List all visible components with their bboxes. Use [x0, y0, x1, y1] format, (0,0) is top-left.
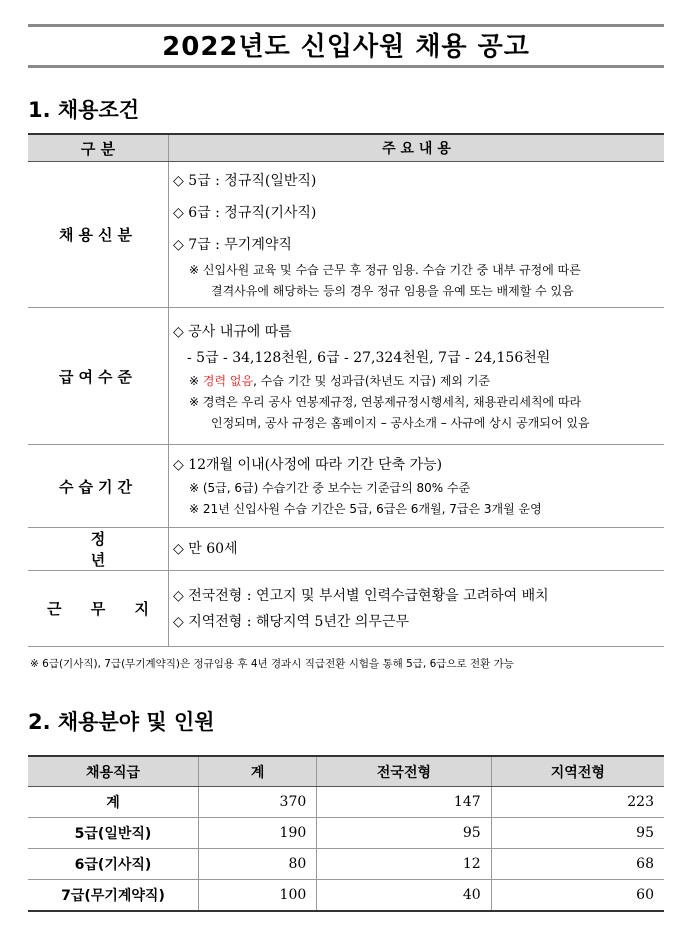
diamond-bullet-icon: ◇	[173, 587, 184, 604]
section2-heading: 2. 채용분야 및 인원	[28, 710, 215, 734]
salary-item: 공사 내규에 따름	[188, 323, 292, 340]
page-title: 2022년도 신입사원 채용 공고	[162, 32, 530, 62]
salary-note1	[173, 371, 660, 392]
table-row	[28, 787, 664, 818]
no-experience-highlight: 경력 없음	[202, 373, 254, 388]
probation-note2: ※ 21년 신입사원 수습 기간은 5급, 6급은 6개월, 7급은 3개월 운영	[189, 502, 542, 516]
footnote: ※ 6급(기사직), 7급(무기계약직)은 정규임용 후 4년 경과시 직급전환 시험을 통해 5급, 6급으로 전환 가능	[30, 658, 514, 670]
total-cell: 100	[199, 880, 317, 912]
row-label-workplace: 근 무 지	[28, 571, 169, 647]
conditions-table	[28, 133, 664, 647]
national-cell: 12	[317, 849, 491, 880]
status-item-1: 5급 : 정규직(일반직)	[188, 172, 317, 189]
row-label-status: 채용신분	[28, 162, 169, 308]
salary-note1-rest: , 수습 기간 및 성과급(차년도 지급) 제외 기준	[253, 373, 491, 388]
regional-cell: 68	[491, 849, 664, 880]
row-content-probation	[169, 445, 665, 528]
grade-cell: 6급(기사직)	[28, 849, 199, 880]
grade-cell: 5급(일반직)	[28, 818, 199, 849]
title-bottom-rule	[28, 65, 664, 68]
diamond-bullet-icon: ◇	[173, 323, 184, 340]
national-cell: 95	[317, 818, 491, 849]
status-note-line1: ※ 신입사원 교육 및 수습 근무 후 정규 임용. 수습 기간 중 내부 규정에 따른	[189, 262, 581, 277]
note-mark: ※	[189, 373, 203, 388]
row-label-retirement: 정 년	[28, 528, 169, 571]
row-label-probation: 수습기간	[28, 445, 169, 528]
grade-cell: 계	[28, 787, 199, 818]
table-row-workplace	[28, 571, 664, 647]
status-item-2: 6급 : 정규직(기사직)	[188, 204, 317, 221]
regional-cell: 95	[491, 818, 664, 849]
national-cell: 147	[317, 787, 491, 818]
retirement-item: 만 60세	[188, 541, 238, 557]
section1-heading: 1. 채용조건	[28, 98, 140, 122]
table-row-probation	[28, 445, 664, 528]
header-grade: 채용직급	[28, 756, 199, 787]
status-item-3: 7급 : 무기계약직	[188, 236, 292, 253]
workplace-item-2: 지역전형 : 해당지역 5년간 의무근무	[188, 613, 409, 630]
header-national: 전국전형	[317, 756, 491, 787]
grade-cell: 7급(무기계약직)	[28, 880, 199, 912]
table-row-retirement	[28, 528, 664, 571]
col-category-header: 구 분	[28, 134, 169, 162]
status-note-line2: 결격사유에 해당하는 등의 경우 정규 임용을 유예 또는 배제할 수 있음	[211, 283, 574, 298]
table-row	[28, 849, 664, 880]
row-label-salary: 급여수준	[28, 308, 169, 445]
title-banner	[28, 24, 664, 68]
row-content-salary	[169, 308, 665, 445]
total-cell: 80	[199, 849, 317, 880]
total-cell: 370	[199, 787, 317, 818]
salary-detail: - 5급 - 34,128천원, 6급 - 27,324천원, 7급 - 24,156천원	[187, 349, 551, 366]
regional-cell: 60	[491, 880, 664, 912]
diamond-bullet-icon: ◇	[173, 457, 184, 473]
diamond-bullet-icon: ◇	[173, 541, 184, 557]
diamond-bullet-icon: ◇	[173, 613, 184, 630]
regional-cell: 223	[491, 787, 664, 818]
table-row	[28, 880, 664, 912]
salary-note2-line1: ※ 경력은 우리 공사 연봉제규정, 연봉제규정시행세칙, 채용관리세칙에 따라	[189, 394, 582, 409]
diamond-bullet-icon: ◇	[173, 172, 184, 189]
row-content-workplace	[169, 571, 665, 647]
national-cell: 40	[317, 880, 491, 912]
salary-note2-line2: 인정되며, 공사 규정은 홈페이지 – 공사소개 – 사규에 상시 공개되어 있음	[211, 415, 590, 430]
row-content-retirement	[169, 528, 665, 571]
header-total: 계	[199, 756, 317, 787]
probation-item: 12개월 이내(사정에 따라 기간 단축 가능)	[188, 457, 443, 473]
table-row-salary	[28, 308, 664, 445]
total-cell: 190	[199, 818, 317, 849]
table-row	[28, 818, 664, 849]
diamond-bullet-icon: ◇	[173, 236, 184, 253]
recruitment-table	[28, 755, 664, 912]
col-content-header: 주 요 내 용	[169, 134, 665, 162]
diamond-bullet-icon: ◇	[173, 204, 184, 221]
header-regional: 지역전형	[491, 756, 664, 787]
row-content-status	[169, 162, 665, 308]
probation-note1: ※ (5급, 6급) 수습기간 중 보수는 기준급의 80% 수준	[189, 481, 471, 495]
workplace-item-1: 전국전형 : 연고지 및 부서별 인력수급현황을 고려하여 배치	[188, 587, 549, 604]
table-row-status	[28, 162, 664, 308]
